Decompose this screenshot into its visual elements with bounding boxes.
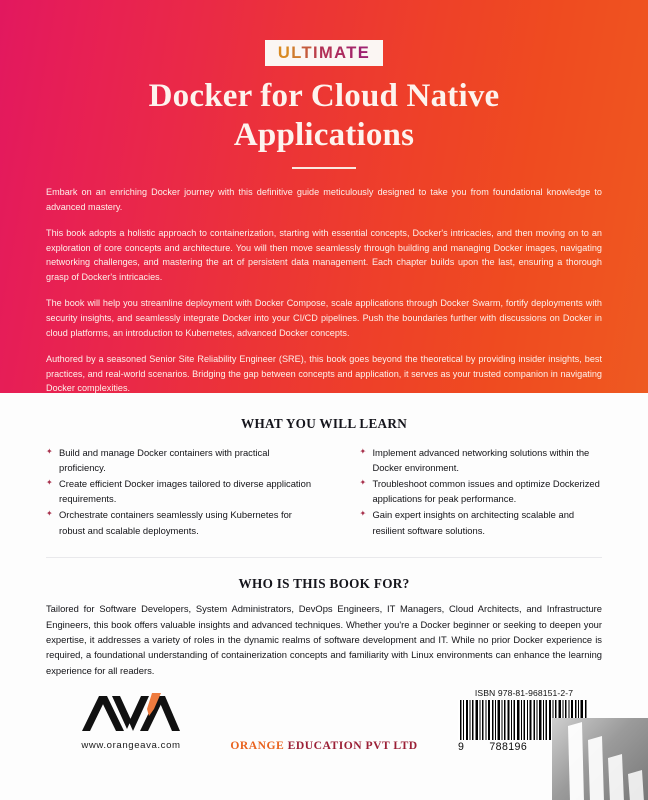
list-item-label: Troubleshoot common issues and optimize Dockerized applications for peak performance.: [372, 478, 600, 505]
what-you-will-learn-heading: WHAT YOU WILL LEARN: [240, 416, 408, 431]
book-title-line-2: Applications: [233, 117, 415, 154]
list-item-label: Build and manage Docker containers with practical proficiency.: [59, 447, 270, 474]
list-item: [359, 476, 602, 507]
badge-letter: M: [318, 44, 335, 62]
bullet-diamond-icon: ✦: [359, 478, 367, 488]
badge-letter: E: [357, 44, 371, 62]
hero-description: [46, 185, 602, 396]
badge-letter: T: [301, 44, 313, 62]
corner-decoration: [552, 718, 648, 800]
publisher-name-maroon: EDUCATION PVT LTD: [287, 739, 418, 753]
list-item: [46, 507, 311, 538]
badge-letter: I: [312, 44, 319, 62]
barcode-digit-group-1: 788196: [489, 741, 528, 754]
publisher-website[interactable]: www.orangeava.com: [81, 740, 181, 752]
who-is-this-book-for-text: Tailored for Software Developers, System Administrators, DevOps Engineers, IT Managers, Cloud Architects, and Infrastructure Engineers, this book offers valuable insights and advanced techniques. Whether you're a Docker beginner or seeking to deepen your expertise, it addresses a variety of roles in the dynamic realms of software development and IT. While no prior Docker experience is required, a foundational understanding of containerization concepts and familiarity with Linux environments can enhance the learning experience for all readers.: [46, 603, 602, 676]
hero-paragraph-2: This book adopts a holistic approach to containerization, starting with essential concepts, Docker's intricacies, and then moving on to an exploration of core concepts and architecture. You will then move seamlessly through building and managing Docker images, navigating networking challenges, and mastering the art of persistent data management. Each chapter builds upon the last, ensuring a thorough grasp of Docker's intricacies.: [46, 227, 602, 282]
bullet-diamond-icon: ✦: [46, 509, 53, 519]
badge-container: [46, 0, 602, 66]
learn-column-right: [335, 445, 602, 538]
ava-logo-icon: [81, 692, 181, 734]
ultimate-badge: [265, 40, 383, 66]
learn-column-left: [46, 445, 311, 538]
bullet-diamond-icon: ✦: [359, 509, 367, 519]
what-you-will-learn-columns: [46, 445, 602, 538]
learn-list-right: [359, 445, 602, 538]
hero-paragraph-1: Embark on an enriching Docker journey with this definitive guide meticulously designed to take you from foundational knowledge to advanced mastery.: [46, 186, 602, 212]
list-item-label: Create efficient Docker images tailored to diverse application requirements.: [59, 478, 312, 505]
list-item: [46, 445, 311, 476]
list-item: [359, 445, 602, 476]
learn-list-left: [46, 445, 311, 538]
bullet-diamond-icon: ✦: [46, 478, 53, 488]
bullet-diamond-icon: ✦: [46, 447, 53, 456]
book-stack-decoration-icon: [552, 718, 648, 800]
book-title: [46, 77, 602, 156]
badge-letter: T: [346, 44, 358, 62]
badge-letter: U: [277, 44, 292, 62]
hero-paragraph-4: Authored by a seasoned Senior Site Reliability Engineer (SRE), this book goes beyond the theoretical by providing insider insights, best practices, and real-world scenarios. Bridging the gap between concepts and application, it serves as your trusted companion in navigating Docker complexities.: [46, 353, 602, 394]
bullet-diamond-icon: ✦: [359, 447, 367, 456]
title-divider: [292, 167, 356, 169]
footer-panel: [0, 678, 648, 800]
hero-paragraph-3: The book will help you streamline deployment with Docker Compose, scale applications through Docker Swarm, fortify deployments with security insights, and seamlessly integrate Docker into your CI/CD pipelines. Push the boundaries further with discussions on Docker in cloud platforms, an introduction to Kubernetes, advanced Docker concepts.: [46, 298, 602, 338]
body-panel: [0, 393, 648, 678]
list-item: [359, 507, 602, 538]
list-item-label: Orchestrate containers seamlessly using Kubernetes for robust and scalable deployments.: [59, 509, 292, 536]
who-is-this-book-for-heading: WHO IS THIS BOOK FOR?: [238, 576, 410, 592]
hero-gradient-panel: [0, 0, 648, 393]
list-item: [46, 476, 311, 507]
badge-letter: L: [291, 44, 302, 62]
list-item-label: Gain expert insights on architecting scalable and resilient software solutions.: [372, 509, 575, 536]
barcode-digit-left: 9: [458, 741, 465, 754]
badge-letter: A: [334, 44, 347, 62]
book-title-line-1: Docker for Cloud Native: [148, 77, 500, 114]
isbn-number: ISBN 978-81-968151-2-7: [474, 688, 574, 699]
publisher-name-orange: ORANGE: [230, 739, 288, 753]
list-item-label: Implement advanced networking solutions within the Docker environment.: [372, 447, 590, 474]
